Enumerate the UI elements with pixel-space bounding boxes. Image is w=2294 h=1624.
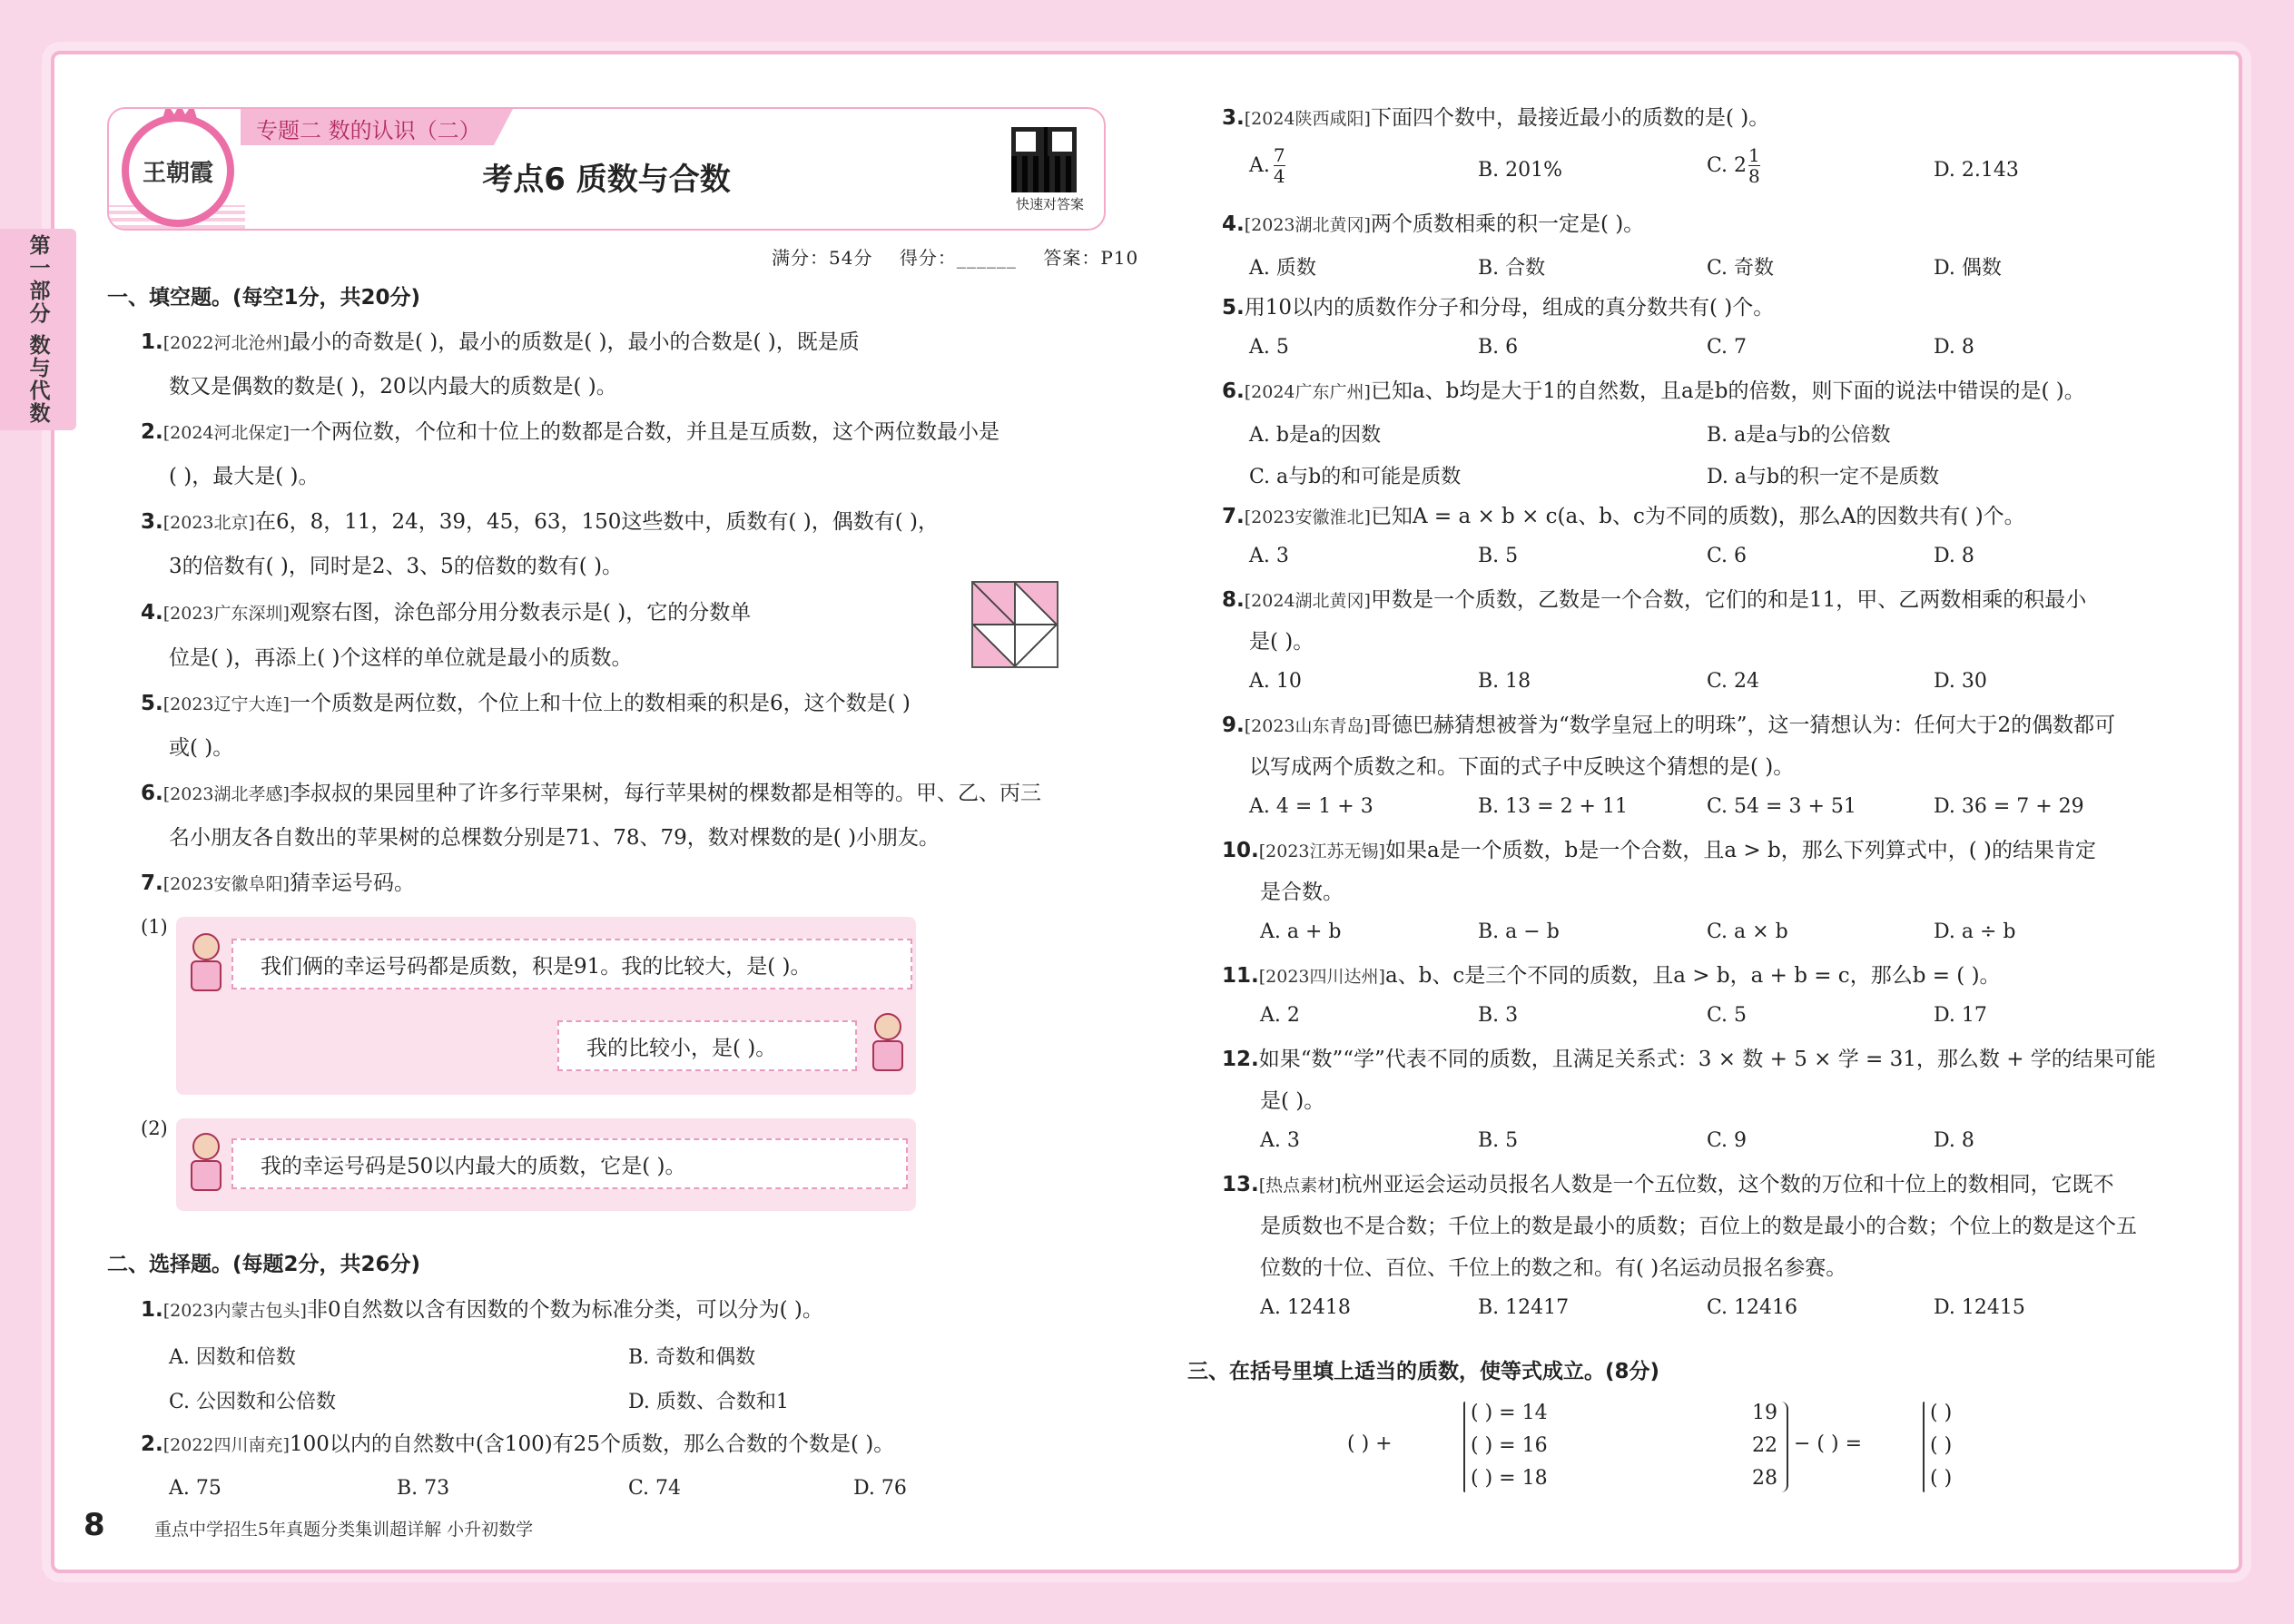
eq2-out-2[interactable]: ( ) [1930,1434,1953,1457]
q7-text-1: 猜幸运号码。 [289,871,415,895]
shaded-square-figure [971,581,1058,668]
logo-text: 王朝霞 [142,159,213,187]
page-title: 考点6 质数与合数 [482,162,731,198]
c6-line1 [1222,378,2085,406]
full-score: 满分：54分 [772,247,873,269]
c2-text: 100以内的自然数中(含100)有25个质数，那么合数的个数是( )。 [289,1432,895,1456]
c10-option-c[interactable]: C. a × b [1707,920,1788,943]
c8-option-a[interactable]: A. 10 [1249,670,1302,693]
c9-text-1: 哥德巴赫猜想被誉为“数学皇冠上的明珠”，这一猜想认为：任何大于2的偶数都可 [1370,714,2116,737]
c7-option-c[interactable]: C. 6 [1707,545,1748,567]
section-side-tab [0,229,76,430]
c9-line1 [1222,712,2115,740]
c7-line1 [1222,503,2025,531]
c5-number: 5. [1222,296,1245,320]
c2-line1 [141,1431,894,1459]
c6-option-d[interactable]: D. a与b的积一定不是质数 [1707,466,1940,488]
c8-option-c[interactable]: C. 24 [1707,670,1760,693]
c12-text-2: 是( )。 [1260,1089,1325,1113]
c6-option-a[interactable]: A. b是a的因数 [1249,424,1382,447]
c3-c-denominator: 8 [1748,165,1760,187]
c8-text-1: 甲数是一个质数，乙数是一个合数，它们的和是11，甲、乙两数相乘的积最小 [1370,588,2087,612]
c2-number: 2. [141,1432,163,1456]
c7-number: 7. [1222,505,1245,528]
c12-line1 [1222,1046,2156,1073]
c3-number: 3. [1222,106,1245,130]
c9-text-2: 以写成两个质数之和。下面的式子中反映这个猜想的是( )。 [1249,755,1795,779]
c11-line1 [1222,962,2001,990]
score-meta [772,243,1138,270]
q6-line1 [141,780,1041,808]
eq1-brace [1463,1402,1465,1492]
c3-a-prefix: A. [1249,154,1270,177]
q7-part2-label: (2) [141,1117,168,1139]
c4-option-d[interactable]: D. 偶数 [1934,257,2002,280]
q6-text-2: 名小朋友各自数出的苹果树的总棵数分别是71、78、79，数对棵数的是( )小朋友。 [169,826,940,850]
c13-text-2: 是质数也不是合数；千位上的数是最小的质数；百位上的数是最小的合数；个位上的数是这个五 [1260,1215,2137,1238]
c7-text: 已知A = a × b × c(a、b、c为不同的质数)，那么A的因数共有( )个。 [1370,505,2025,528]
c11-option-d[interactable]: D. 17 [1934,1004,1987,1027]
c4-option-a[interactable]: A. 质数 [1249,257,1316,280]
c8-text-2: 是( )。 [1249,630,1314,654]
c1-option-c[interactable]: C. 公因数和公倍数 [169,1391,337,1413]
c3-a-numerator: 7 [1273,144,1285,166]
q7-source: [2023安徽阜阳] [162,874,290,894]
c5-line1 [1222,294,1774,321]
c13-text-1: 杭州亚运会运动员报名人数是一个五位数，这个数的万位和十位上的数相同，它既不 [1341,1173,2114,1196]
q6-number: 6. [141,782,163,805]
c9-option-a[interactable]: A. 4 = 1 + 3 [1249,795,1373,818]
eq2-brace-right [1923,1402,1925,1492]
c8-option-d[interactable]: D. 30 [1934,670,1987,693]
q4-line1 [141,599,751,627]
c13-option-c[interactable]: C. 12416 [1707,1296,1798,1319]
q3-source: [2023北京] [162,513,255,533]
c3-a-denominator: 4 [1273,165,1285,187]
score-field[interactable]: 得分：______ [899,247,1017,269]
c4-line1 [1222,211,1644,239]
c11-option-a[interactable]: A. 2 [1260,1004,1300,1027]
q3-text-2: 3的倍数有( )，同时是2、3、5的倍数的数有( )。 [169,555,624,578]
c10-line1 [1222,837,2096,865]
c1-line1 [141,1296,823,1324]
c10-source: [2023江苏无锡] [1258,842,1385,861]
c4-source: [2023湖北黄冈] [1244,215,1371,235]
c10-text-1: 如果a是一个质数，b是一个合数，且a > b，那么下列算式中，( )的结果肯定 [1384,839,2096,862]
c12-number: 12. [1222,1048,1259,1071]
c10-text-2: 是合数。 [1260,881,1344,904]
c9-option-b[interactable]: B. 13 = 2 + 11 [1478,795,1628,818]
c4-text: 两个质数相乘的积一定是( )。 [1370,212,1645,236]
eq2-brace-left [1781,1402,1788,1492]
c1-option-a[interactable]: A. 因数和倍数 [169,1346,296,1369]
c4-number: 4. [1222,212,1245,236]
child-icon [865,1013,911,1073]
q4-source: [2023广东深圳] [162,604,290,624]
c8-number: 8. [1222,588,1245,612]
c3-option-b[interactable]: B. 201% [1478,159,1563,182]
c8-source: [2024湖北黄冈] [1244,591,1371,611]
c12-option-c[interactable]: C. 9 [1707,1129,1748,1152]
eq1-left[interactable]: ( ) + [1347,1432,1393,1455]
c7-source: [2023安徽淮北] [1244,507,1371,527]
c1-number: 1. [141,1298,163,1322]
eq2-out-1[interactable]: ( ) [1930,1402,1953,1424]
crown-icon [162,107,198,122]
q2-number: 2. [141,420,163,444]
c10-number: 10. [1222,839,1259,862]
c13-option-a[interactable]: A. 12418 [1260,1296,1351,1319]
c11-source: [2023四川达州] [1258,967,1385,987]
q7-bubble-1: 我们俩的幸运号码都是质数，积是91。我的比较大，是( )。 [231,939,912,989]
q1-number: 1. [141,330,163,354]
q5-text-1: 一个质数是两位数，个位上和十位上的数相乘的积是6，这个数是( ) [289,692,911,715]
c2-option-a[interactable]: A. 75 [169,1477,222,1500]
c12-option-d[interactable]: D. 8 [1934,1129,1974,1152]
c3-line1 [1222,104,1769,133]
c1-source: [2023内蒙古包头] [162,1301,307,1321]
q3-line1 [141,508,939,536]
c10-option-b[interactable]: B. a − b [1478,920,1560,943]
eq1-row-3[interactable]: ( ) = 18 [1471,1467,1548,1490]
c13-option-d[interactable]: D. 12415 [1934,1296,2025,1319]
c3-source: [2024陕西咸阳] [1244,109,1371,129]
c7-option-d[interactable]: D. 8 [1934,545,1974,567]
c13-number: 13. [1222,1173,1259,1196]
c1-option-d[interactable]: D. 质数、合数和1 [628,1391,789,1413]
q5-number: 5. [141,692,163,715]
c11-option-c[interactable]: C. 5 [1707,1004,1748,1027]
qr-code-icon[interactable] [1011,127,1077,192]
c9-option-d[interactable]: D. 36 = 7 + 29 [1934,795,2084,818]
q2-text-2: ( )，最大是( )。 [169,465,320,488]
c3-c-numerator: 1 [1748,144,1760,166]
page-number: 8 [84,1507,105,1543]
q1-text-2: 数又是偶数的数是( )，20以内最大的质数是( )。 [169,375,617,399]
section-3-title: 三、在括号里填上适当的质数，使等式成立。(8分) [1187,1360,1660,1383]
c9-source: [2023山东青岛] [1244,716,1371,736]
c5-option-c[interactable]: C. 7 [1707,336,1748,359]
eq2-num-1: 19 [1752,1402,1777,1424]
c12-option-b[interactable]: B. 5 [1478,1129,1519,1152]
q1-line1 [141,329,860,357]
c6-source: [2024广东广州] [1244,382,1371,402]
c10-option-a[interactable]: A. a + b [1260,920,1342,943]
c8-line1 [1222,586,2086,615]
q6-text-1: 李叔叔的果园里种了许多行苹果树，每行苹果树的棵数都是相等的。甲、乙、丙三 [289,782,1041,805]
c3-option-d[interactable]: D. 2.143 [1934,159,2019,182]
c5-option-a[interactable]: A. 5 [1249,336,1289,359]
c3-text: 下面四个数中，最接近最小的质数的是( )。 [1370,106,1770,130]
section-1-title: 一、填空题。(每空1分，共20分) [107,286,421,310]
c6-option-b[interactable]: B. a是a与b的公倍数 [1707,424,1891,447]
q3-text-1: 在6，8，11，24，39，45，63，150这些数中，质数有( )，偶数有( )， [254,510,939,534]
q6-source: [2023湖北孝感] [162,784,290,804]
qr-caption: 快速对答案 [1015,196,1084,212]
c11-number: 11. [1222,964,1259,988]
q7-bubble-3: 我的幸运号码是50以内最大的质数，它是( )。 [231,1138,908,1189]
q5-text-2: 或( )。 [169,736,234,760]
c7-option-a[interactable]: A. 3 [1249,545,1289,567]
side-tab-label: 第一部分 数与代数 [25,233,50,425]
c13-source: [热点素材] [1258,1176,1342,1196]
c11-text: a、b、c是三个不同的质数，且a > b，a + b = c，那么b = ( )。 [1384,964,2001,988]
q3-number: 3. [141,510,163,534]
topic-header [107,107,1106,231]
c5-text: 用10以内的质数作分子和分母，组成的真分数共有( )个。 [1244,296,1775,320]
c6-text: 已知a、b均是大于1的自然数，且a是b的倍数，则下面的说法中错误的是( )。 [1370,379,2085,403]
eq2-num-2: 22 [1752,1434,1777,1457]
c5-option-d[interactable]: D. 8 [1934,336,1974,359]
c3-c-prefix: C. 2 [1707,154,1748,177]
q4-text-1: 观察右图，涂色部分用分数表示是( )，它的分数单 [289,601,752,625]
eq2-num-3: 28 [1752,1467,1777,1490]
q4-text-2: 位是( )，再添上( )个这样的单位就是最小的质数。 [169,646,633,670]
c11-option-b[interactable]: B. 3 [1478,1004,1519,1027]
answer-page: 答案：P10 [1043,247,1139,269]
q7-part1-label: (1) [141,916,168,938]
c1-option-b[interactable]: B. 奇数和偶数 [628,1346,756,1369]
book-title: 重点中学招生5年真题分类集训超详解 小升初数学 [154,1520,534,1540]
c3-option-c[interactable] [1707,145,1760,186]
c10-option-d[interactable]: D. a ÷ b [1934,920,2016,943]
q7-number: 7. [141,871,163,895]
q2-source: [2024河北保定] [162,423,290,443]
q2-line1 [141,418,999,447]
c8-option-b[interactable]: B. 18 [1478,670,1531,693]
child-icon [183,933,229,993]
c12-option-a[interactable]: A. 3 [1260,1129,1300,1152]
q4-number: 4. [141,601,163,625]
q7-bubble-2: 我的比较小，是( )。 [557,1020,857,1071]
c5-option-b[interactable]: B. 6 [1478,336,1519,359]
q1-source: [2022河北沧州] [162,333,290,353]
c7-option-b[interactable]: B. 5 [1478,545,1519,567]
c13-text-3: 位数的十位、百位、千位上的数之和。有( )名运动员报名参赛。 [1260,1256,1847,1280]
c13-option-b[interactable]: B. 12417 [1478,1296,1570,1319]
topic-label: 专题二 数的认识（二） [256,118,481,143]
c2-option-b[interactable]: B. 73 [397,1477,450,1500]
q7-line1 [141,870,415,898]
c2-source: [2022四川南充] [162,1435,290,1455]
q1-text-1: 最小的奇数是( )，最小的质数是( )，最小的合数是( )，既是质 [289,330,860,354]
c4-option-c[interactable]: C. 奇数 [1707,257,1775,280]
q5-source: [2023辽宁大连] [162,694,290,714]
c2-option-d[interactable]: D. 76 [853,1477,907,1500]
page-frame [51,51,2242,1573]
eq1-row-2[interactable]: ( ) = 16 [1471,1434,1548,1457]
eq2-middle[interactable]: − ( ) = [1794,1432,1863,1455]
c1-text: 非0自然数以含有因数的个数为标准分类，可以分为( )。 [306,1298,823,1322]
section-2-title: 二、选择题。(每题2分，共26分) [107,1253,421,1276]
c6-number: 6. [1222,379,1245,403]
c3-option-a[interactable] [1249,145,1285,186]
c9-option-c[interactable]: C. 54 = 3 + 51 [1707,795,1856,818]
c4-option-b[interactable]: B. 合数 [1478,257,1546,280]
q2-text-1: 一个两位数，个位和十位上的数都是合数，并且是互质数，这个两位数最小是 [289,420,999,444]
c12-text-1: 如果“数”“学”代表不同的质数，且满足关系式：3 × 数 + 5 × 学 = 31，那么数 + 学的结果可能 [1258,1048,2156,1071]
q5-line1 [141,690,911,718]
c9-number: 9. [1222,714,1245,737]
eq2-out-3[interactable]: ( ) [1930,1467,1953,1490]
c2-option-c[interactable]: C. 74 [628,1477,682,1500]
c13-line1 [1222,1171,2114,1199]
child-icon [183,1133,229,1193]
c6-option-c[interactable]: C. a与b的和可能是质数 [1249,466,1462,488]
eq1-row-1[interactable]: ( ) = 14 [1471,1402,1548,1424]
